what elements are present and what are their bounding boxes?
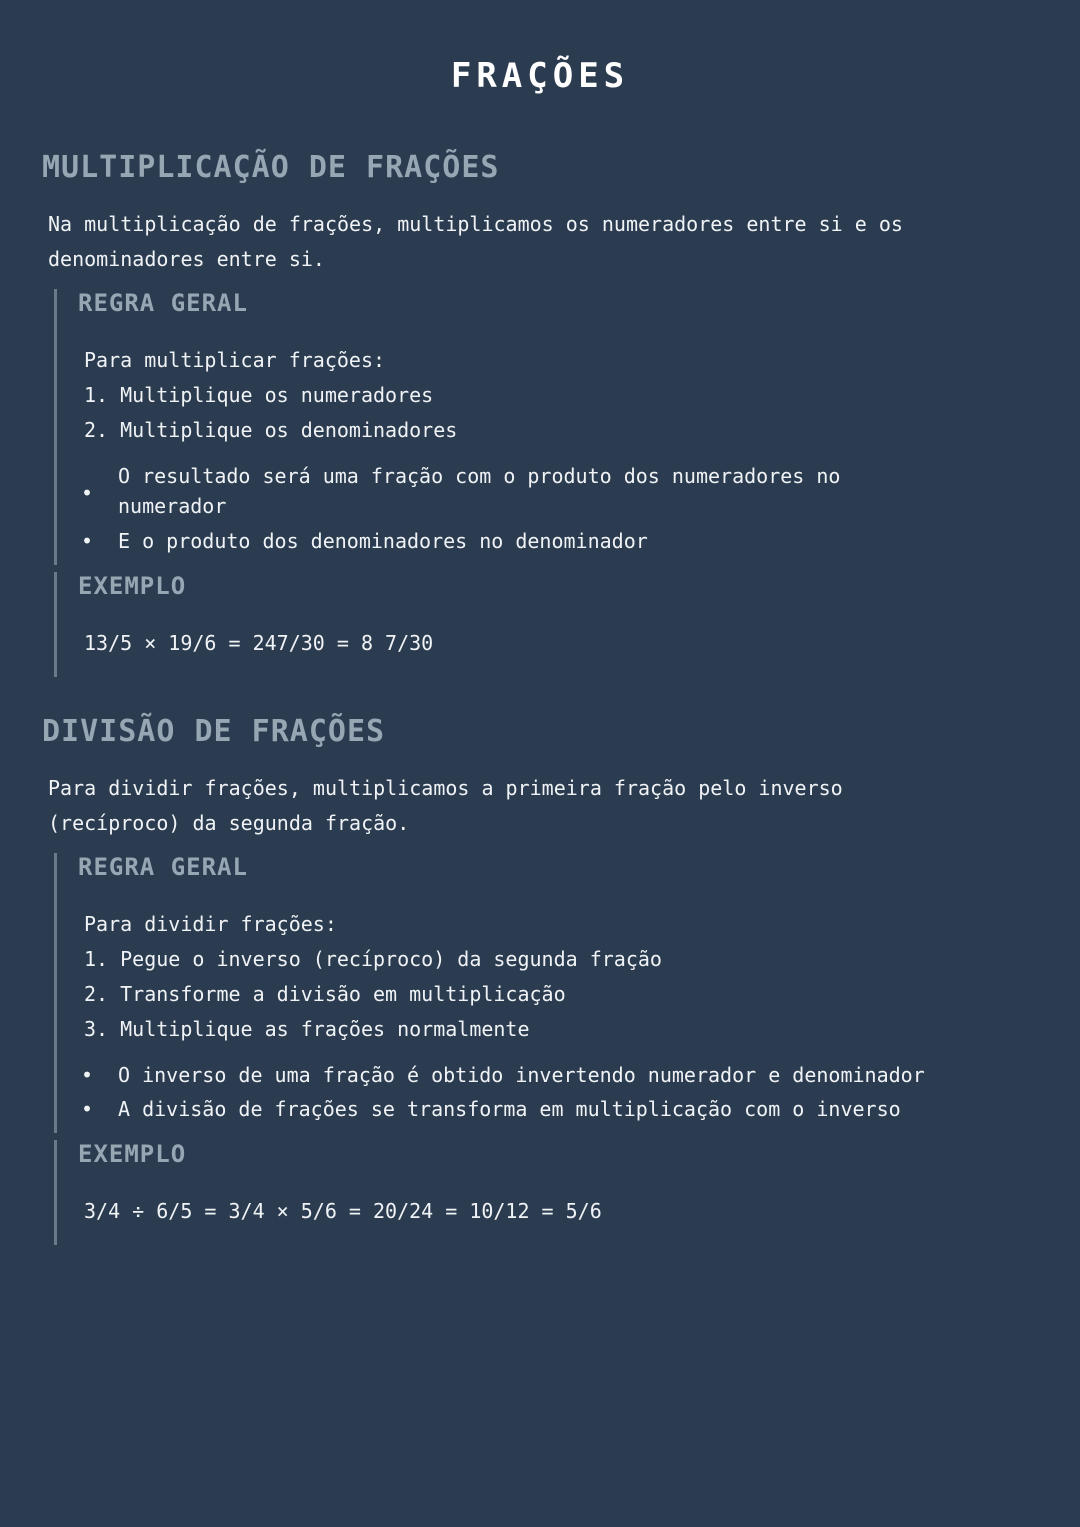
multiplication-example-title: EXEMPLO	[78, 572, 187, 600]
multiplication-rule-block	[54, 289, 1047, 565]
multiplication-intro: Na multiplicação de frações, multiplicamos os numeradores entre si e os denominadores entre si.	[48, 212, 903, 271]
division-heading: DIVISÃO DE FRAÇÕES	[42, 714, 386, 749]
division-step: 1. Pegue o inverso (recíproco) da segunda fração	[84, 947, 662, 971]
bullet-dot-icon: •	[81, 481, 94, 505]
division-rule-block	[54, 853, 1047, 1133]
division-example-block	[54, 1140, 1047, 1245]
division-rule-lead: Para dividir frações:	[84, 912, 337, 936]
multiplication-rule-lead: Para multiplicar frações:	[84, 348, 386, 372]
division-example-title: EXEMPLO	[78, 1140, 187, 1168]
multiplication-bullet: E o produto dos denominadores no denominador	[118, 529, 648, 553]
bullet-dot-icon: •	[81, 1063, 94, 1087]
division-step: 3. Multiplique as frações normalmente	[84, 1017, 530, 1041]
multiplication-bullet: O resultado será uma fração com o produto dos numeradores no numerador	[118, 464, 841, 518]
bullet-dot-icon: •	[81, 529, 94, 553]
bullet-dot-icon: •	[81, 1097, 94, 1121]
multiplication-example-expression: 13/5 × 19/6 = 247/30 = 8 7/30	[84, 631, 434, 655]
division-bullet: O inverso de uma fração é obtido invertendo numerador e denominador	[118, 1063, 925, 1087]
page-title: FRAÇÕES	[450, 56, 630, 96]
division-rule-title: REGRA GERAL	[78, 853, 248, 881]
multiplication-example-block	[54, 572, 1047, 677]
multiplication-step: 1. Multiplique os numeradores	[84, 383, 434, 407]
division-intro: Para dividir frações, multiplicamos a primeira fração pelo inverso (recíproco) da segunda fração.	[48, 776, 843, 835]
division-example-expression: 3/4 ÷ 6/5 = 3/4 × 5/6 = 20/24 = 10/12 = 5/6	[84, 1199, 602, 1223]
division-step: 2. Transforme a divisão em multiplicação	[84, 982, 566, 1006]
multiplication-heading: MULTIPLICAÇÃO DE FRAÇÕES	[42, 150, 500, 185]
division-bullet: A divisão de frações se transforma em multiplicação com o inverso	[118, 1097, 901, 1121]
multiplication-rule-title: REGRA GERAL	[78, 289, 248, 317]
multiplication-step: 2. Multiplique os denominadores	[84, 418, 458, 442]
